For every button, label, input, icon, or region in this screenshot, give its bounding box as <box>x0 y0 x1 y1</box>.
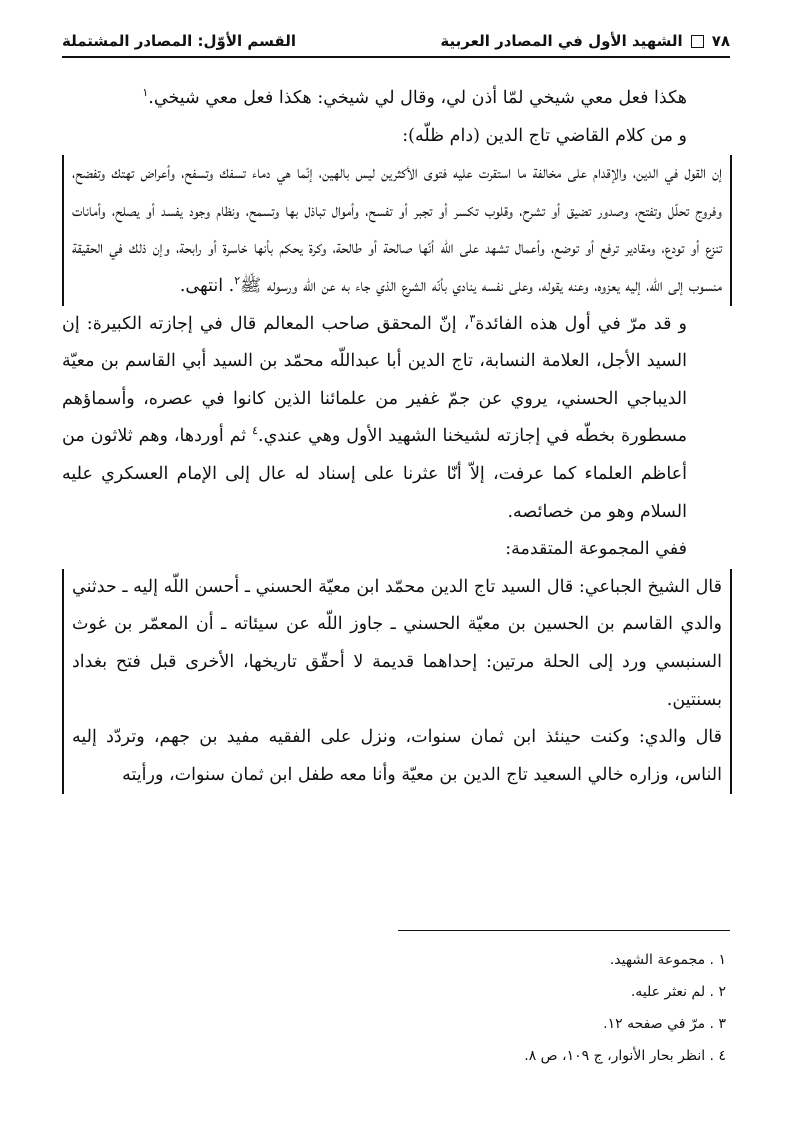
header-left-group <box>440 32 730 50</box>
page-header <box>62 26 730 58</box>
paragraph-3-text-a: و قد مرّ في أول هذه الفائدة <box>475 313 687 334</box>
paragraph-2: و من كلام القاضي تاج الدين (دام ظلّه): <box>402 125 687 146</box>
paragraph-4: ففي المجموعة المتقدمة: <box>505 539 687 560</box>
quote-1-text: إن القول في الدين، والإقدام على مخالفة ما استقرت عليه فتوى الأكثرين ليس بالهين، إنّما هي دماء تسفك وتسفح، وأعراض تهتك وتفضح، وفروج تحلّل وتفتح، وصدور تضيق أو تشرح، وقلوب تكسر أو تجبر أو تفسح، وأموال تباذل بها وتسمح، ونظام وجود يفسد أو يصلح، وأمانات تنزع أو تودع، ومقادير ترفع أو توضع، وأعمال تشهد على اللّه أنّها صالحة أو طالحة، وكرة يحكم بأنها خاسرة أو رابحة، وإن ذلك في الحقيقة منسوب إلى اللّه، إليه يعزوه، وعنه يقوله، وعلى نفسه ينادي بأنّه الشرع الذي جاء به عن اللّه ورسوله ﷺ <box>72 163 722 296</box>
footnotes <box>62 944 732 1072</box>
quote-1-end: . انتهى. <box>179 275 235 296</box>
square-ornament-icon <box>691 35 704 48</box>
footnote-ref-2: ٢ <box>234 274 241 288</box>
quote-3: قال والدي: وكنت حينئذ ابن ثمان سنوات، ونزل على الفقيه مفيد بن جهم، وتردّد إليه الناس، وزاره خالي السعيد تاج الدين بن معيّة وأنا معه طفل ابن ثمان سنوات، ورأيته <box>62 719 732 794</box>
footnote-item: ٢ . لم نعثر عليه. <box>630 984 726 1000</box>
footnote-item: ٤ . انظر بحار الأنوار، ج ١٠٩، ص ٨. <box>524 1048 726 1064</box>
paragraph-3-text-c: ثم أوردها، وهم ثلاثون من أعاظم العلماء كما عرفت، إلاّ أنّا عثرنا على إسناد له عال إلى الإمام العسكري عليه السلام وهو من خصائصه. <box>62 426 687 522</box>
quote-2: قال الشيخ الجباعي: قال السيد تاج الدين محمّد ابن معيّة الحسني ـ أحسن اللّه إليه ـ حدثني والدي القاسم بن الحسين بن معيّة الحسني ـ جاوز اللّه عن سيئاته ـ أن المعمّر بن غوث السنبسي ورد إلى الحلة مرتين: إحداهما قديمة لا أحقّق تاريخها، الأخرى قبل فتح بغداد بسنتين. <box>62 569 732 719</box>
footnote-ref-4: ٤ <box>252 424 258 438</box>
paragraph-3 <box>62 306 732 532</box>
footnote-item: ٣ . مرّ في صفحه ١٢. <box>603 1016 726 1032</box>
running-title-section: القسم الأوّل: المصادر المشتملة <box>62 32 296 50</box>
page-number: ٧٨ <box>711 32 730 50</box>
main-text <box>62 80 732 794</box>
footnote-separator <box>398 930 730 931</box>
paragraph-1-text: هكذا فعل معي شيخي لمّا أذن لي، وقال لي شيخي: هكذا فعل معي شيخي. <box>148 88 687 108</box>
paragraph-3-text-b: ، إنّ المحقق صاحب المعالم قال في إجازته الكبيرة: إن السيد الأجل، العلامة النسابة، تاج الدين أبا عبداللّه محمّد بن السيد أبي القاسم بن معيّة الديباجي الحسني، يروي عن جمّ غفير من علمائنا الذين كانوا في عصره، وأسماؤهم مسطورة بخطّه في إجازته لشيخنا الشهيد الأول وهي عندي. <box>62 313 687 447</box>
footnote-item: ١ . مجموعة الشهيد. <box>609 952 726 968</box>
running-title-book: الشهيد الأول في المصادر العربية <box>440 32 683 50</box>
footnote-ref-3: ٣ <box>469 311 476 325</box>
quote-1 <box>62 155 732 305</box>
paragraph-1 <box>62 80 732 118</box>
footnote-ref-1: ١ <box>142 86 149 100</box>
